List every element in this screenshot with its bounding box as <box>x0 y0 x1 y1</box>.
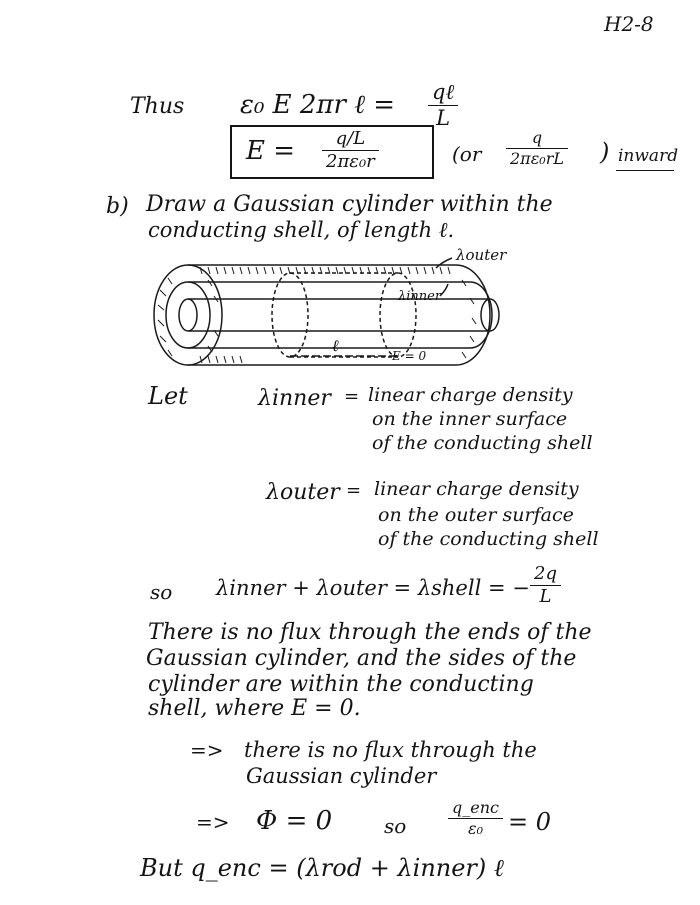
lambda-inner-def-line-2: on the inner surface <box>372 408 568 430</box>
right-end-shading <box>462 280 476 358</box>
fraction-numerator: qℓ <box>432 80 455 104</box>
implication-1-arrow: => <box>190 738 224 762</box>
page-number: H2-8 <box>604 12 654 36</box>
fraction-denominator: L <box>539 586 552 607</box>
lambda-inner-def-line-1: linear charge density <box>368 384 573 406</box>
alternate-form-open: (or <box>452 142 482 166</box>
implication-2-so: so <box>384 814 407 838</box>
alternate-form-close: ) <box>600 138 610 166</box>
lambda-inner-equals: = <box>344 386 360 407</box>
diagram-label-outer: λouter <box>456 246 507 264</box>
diagram-label-field: E = 0 <box>392 349 427 363</box>
final-enclosed-charge: But q_enc = (λrod + λinner) ℓ <box>140 854 504 882</box>
implication-2-tail: = 0 <box>508 808 552 836</box>
lambda-outer-def-line-3: of the conducting shell <box>378 528 599 550</box>
paragraph-line-2: Gaussian cylinder, and the sides of the <box>146 646 577 671</box>
paragraph-line-3: cylinder are within the conducting <box>148 672 534 697</box>
lambda-outer-equals: = <box>346 480 362 501</box>
direction-inward: inward <box>618 146 679 166</box>
rod-left-end <box>179 299 197 331</box>
fraction-denominator: ε₀ <box>467 819 483 838</box>
diagram-label-inner: λinner <box>398 289 442 304</box>
shell-inner-left-end <box>166 282 210 348</box>
fraction-numerator: q <box>531 128 543 147</box>
part-b-line-1: Draw a Gaussian cylinder within the <box>146 192 553 217</box>
lambda-inner-symbol: λinner <box>258 386 331 411</box>
fraction-qenc-over-eps0 <box>448 800 503 837</box>
paragraph-line-1: There is no flux through the ends of the <box>148 620 592 645</box>
equation-gauss-law: ε₀ E 2πr ℓ = <box>240 90 396 120</box>
implication-2-arrow: => <box>196 810 230 834</box>
diagram-label-length: ℓ <box>332 336 339 355</box>
fraction-numerator: q/L <box>335 128 366 149</box>
lambda-outer-def-line-2: on the outer surface <box>378 504 574 526</box>
shell-outer-right-end <box>456 265 490 365</box>
gaussian-cylinder-left-end <box>272 273 308 357</box>
let-word: Let <box>148 382 188 410</box>
fraction-shell-charge <box>530 565 561 606</box>
part-b-line-2: conducting shell, of length ℓ. <box>148 218 455 242</box>
outer-label-arrow <box>436 258 452 268</box>
sum-so: so <box>150 580 173 604</box>
flux-zero: Φ = 0 <box>256 806 333 836</box>
part-b-label: b) <box>106 194 129 219</box>
implication-1-line-1: there is no flux through the <box>244 738 537 762</box>
fraction-numerator: q_enc <box>452 798 499 817</box>
fraction-numerator: 2q <box>534 563 557 584</box>
fraction-denominator: 2πε₀rL <box>510 149 564 168</box>
inner-label-arrow <box>440 284 448 296</box>
left-end-shading <box>158 278 218 356</box>
gaussian-cylinder-right-end <box>380 273 416 357</box>
implication-1-line-2: Gaussian cylinder <box>246 764 437 788</box>
sum-expression: λinner + λouter = λshell = − <box>216 576 530 600</box>
lambda-outer-def-line-1: linear charge density <box>374 478 579 500</box>
equation-field-lhs: E = <box>246 136 296 166</box>
lambda-outer-symbol: λouter <box>266 480 340 505</box>
thus-word: Thus <box>130 94 185 119</box>
fraction-denominator: L <box>436 106 451 130</box>
lambda-inner-def-line-3: of the conducting shell <box>372 432 593 454</box>
shell-outer-left-end <box>154 265 222 365</box>
paragraph-line-4: shell, where E = 0. <box>148 696 361 721</box>
fraction-denominator: 2πε₀r <box>326 151 375 172</box>
